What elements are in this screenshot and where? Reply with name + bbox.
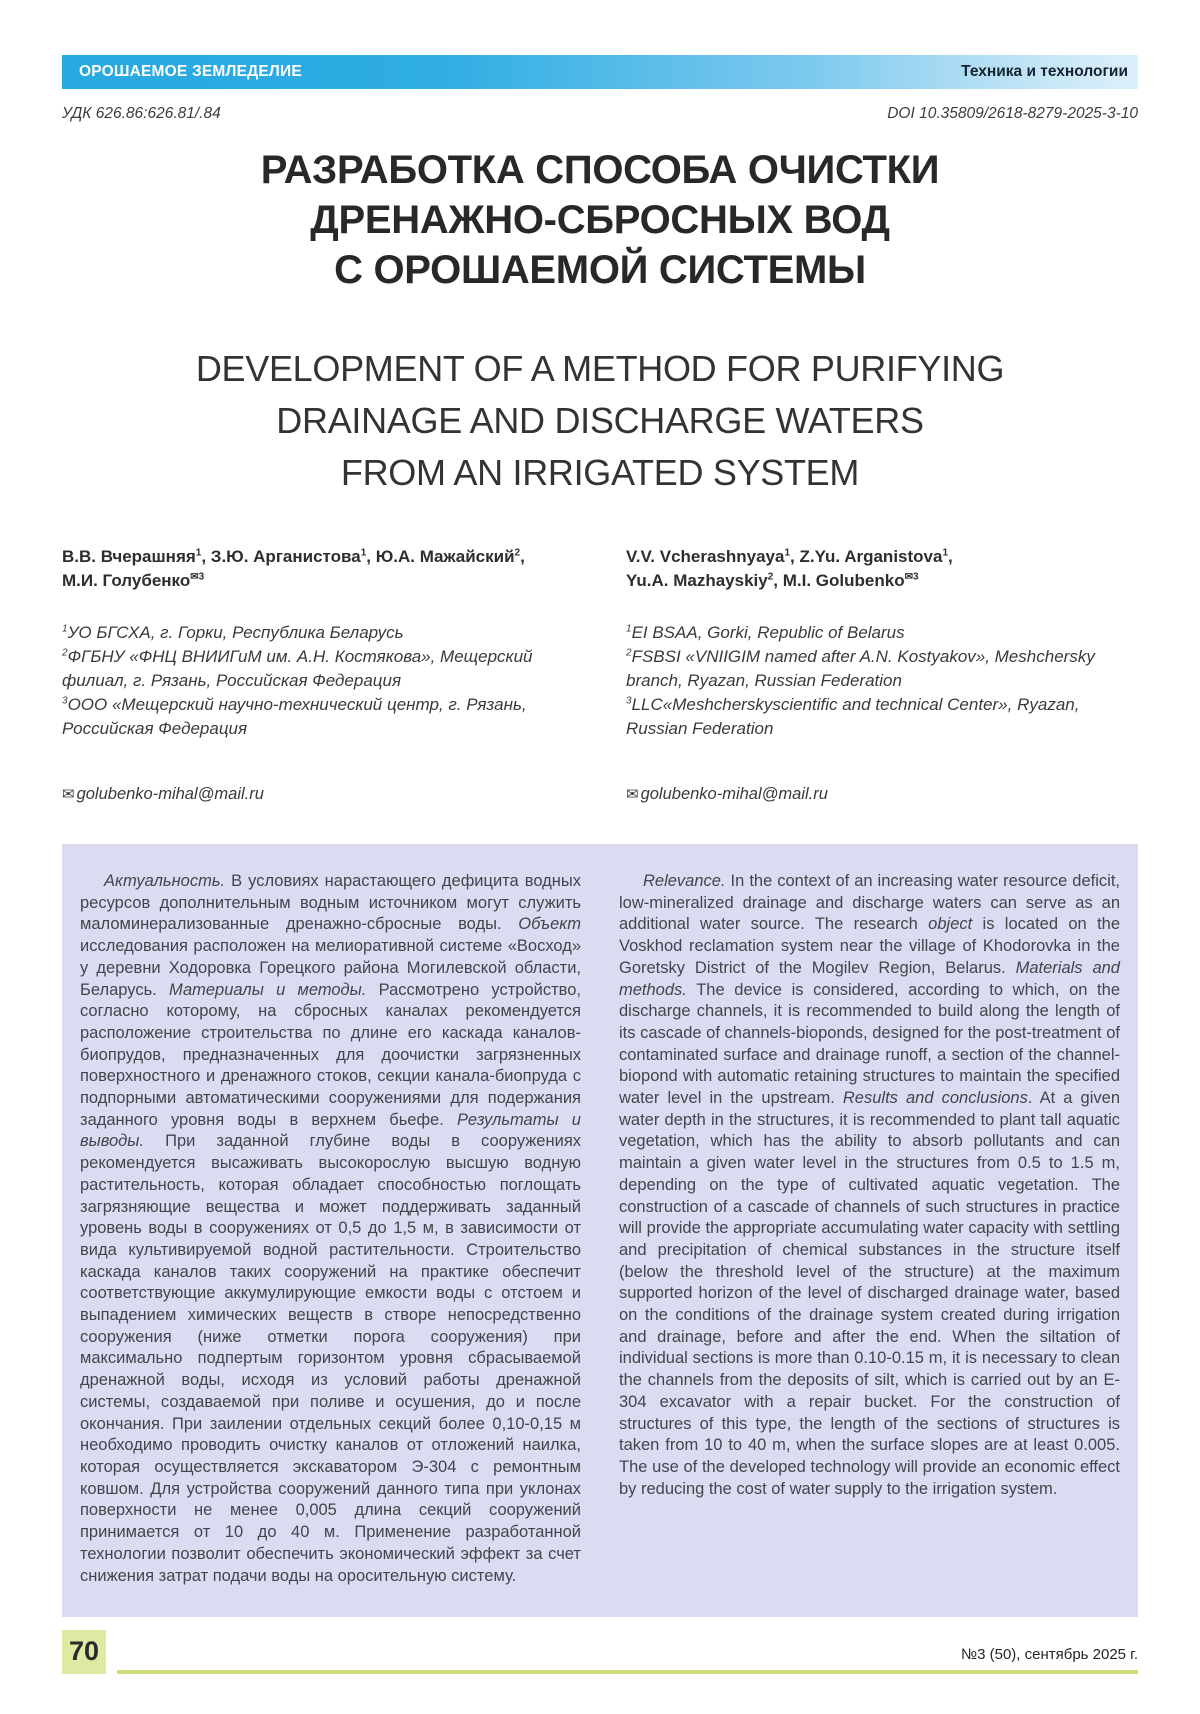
abstract-section [62,844,1138,1617]
page-footer [62,1630,1138,1674]
affiliation-sup: 2 [626,647,632,659]
article-title-ru: РАЗРАБОТКА СПОСОБА ОЧИСТКИ ДРЕНАЖНО-СБРОСНЫХ ВОД С ОРОШАЕМОЙ СИСТЕМЫ [260,148,940,292]
affiliation-text: FSBSI «VNIIGIM named after A.N. Kostyakov», Meshchersky branch, Ryazan, Russian Federation [626,647,1095,690]
affiliation-line [62,693,574,741]
issue-label: №3 (50), сентябрь 2025 г. [961,1646,1138,1664]
affiliation-sup: 2 [62,647,68,659]
affiliation-text: УО БГСХА, г. Горки, Республика Беларусь [67,623,404,642]
affiliation-line [62,621,574,645]
authors-names-en: V.V. Vcherashnyaya$^1$, Z.Yu. Arganistova$^1$, Yu.A. Mazhayskiy$^2$, M.I. Golubenko$^{✉3}$ [626,547,953,590]
page-number-badge: 70 [62,1630,106,1674]
affiliation-line [626,621,1138,645]
journal-rubric-label: Техника и технологии [961,63,1128,80]
email-address[interactable]: golubenko-mihal@mail.ru [76,785,264,803]
affiliation-text: ООО «Мещерский научно-технический центр, г. Рязань, Российская Федерация [62,695,527,738]
mail-icon: ✉ [62,786,75,803]
affiliations-ru [62,621,574,741]
abstract-ru: Актуальность. В условиях нарастающего дефицита водных ресурсов дополнительным водным источником могут служить маломинерализованные дренажно-сбросные воды. Объект исследования расположен на мелиоративной системе «Восход» у деревни Ходоровка Горецкого района Могилевской области, Беларусь. Материалы и методы. Рассмотрено устройство, согласно которому, на сбросных каналах рекомендуется расположение строительства по длине его каскада каналов-биопрудов, предназначенных для доочистки загрязненных поверхностного и дренажного стоков, секции канала-биопруда с подпорными автоматическими сооружениями для подержания заданного уровня воды в верхнем бьефе. Результаты и выводы. При заданной глубине воды в сооружениях рекомендуется высаживать высокорослую высшую водную растительность, которая обладает способностью поглощать загрязняющие вещества и может поддерживать заданный уровень воды в сооружениях от 0,5 до 1,5 м, в зависимости от вида культивируемой водной растительности. Строительство каскада каналов таких сооружений на практике обеспечит соответствующие аккумулирующие емкости воды с отстоем и выпадением химических веществ в створе непосредственно сооружения (ниже отметки порога сооружения) при максимально подпертым горизонтом уровня сбрасываемой дренажной воды, исходя из условий работы дренажной системы, создаваемой при поливе и осушения, до и после окончания. При заилении отдельных секций более 0,10-0,15 м необходимо проводить очистку каналов от отложений наилка, которая осуществляется экскаватором Э-304 с ремонтным ковшом. Для устройства сооружений данного типа при уклонах поверхности не менее 0,005 длина секций сооружений принимается от 10 до 40 м. Применение разработанной технологии позволит обеспечить экономический эффект за счет снижения затрат подачи воды на оросительную систему. [80,872,581,1585]
journal-section-label: ОРОШАЕМОЕ ЗЕМЛЕДЕЛИЕ [79,63,302,80]
udc-code: УДК 626.86:626.81/.84 [62,105,221,122]
mail-icon: ✉ [626,786,639,803]
affiliation-text: ФГБНУ «ФНЦ ВНИИГиМ им. А.Н. Костякова», Мещерский филиал, г. Рязань, Российская Федерация [62,647,533,690]
affiliation-sup: 3 [626,695,632,707]
affiliation-sup: 1 [626,623,632,635]
journal-header [62,55,1138,89]
meta-row [62,105,1138,123]
affiliation-text: LLC«Meshcherskyscientific and technical Center», Ryazan, Russian Federation [626,695,1080,738]
affiliations-en [626,621,1138,741]
email-address[interactable]: golubenko-mihal@mail.ru [640,785,828,803]
doi-code: DOI 10.35809/2618-8279-2025-3-10 [887,105,1138,122]
affiliation-line [62,645,574,693]
footer-rule [117,1646,1138,1674]
authors-section [62,545,1138,804]
affiliation-sup: 3 [62,695,68,707]
article-title-en: DEVELOPMENT OF A METHOD FOR PURIFYING DRAINAGE AND DISCHARGE WATERS FROM AN IRRIGATED SYSTEM [195,348,1005,493]
affiliation-text: EI BSAA, Gorki, Republic of Belarus [631,623,905,642]
authors-names-ru: В.В. Вчерашняя$^1$, З.Ю. Арганистова$^1$, Ю.А. Мажайский$^2$, М.И. Голубенко$^{✉3}$ [62,547,525,590]
email-en[interactable] [626,785,1138,804]
abstract-en: Relevance. In the context of an increasing water resource deficit, low-mineralized drainage and discharge waters can serve as an additional water source. The research object is located on the Voskhod reclamation system near the village of Khodorovka in the Goretsky District of the Mogilev Region, Belarus. Materials and methods. The device is considered, according to which, on the discharge channels, it is recommended to build along the length of its cascade of channels-bioponds, designed for the post-treatment of contaminated surface and drainage runoff, a section of the channel-biopond with automatic retaining structures to maintain the specified water level in the upstream. Results and conclusions. At a given water depth in the structures, it is recommended to plant tall aquatic vegetation, which has the ability to absorb pollutants and can maintain a given water level in the structures from 0.5 to 1.5 m, depending on the type of cultivated aquatic vegetation. The construction of a cascade of channels of such structures in practice will provide the appropriate accumulating water capacity with settling and precipitation of chemical substances in the structure itself (below the threshold level of the structure) at the maximum supported horizon of the level of discharged drainage water, based on the conditions of the drainage system created during irrigation and drainage, before and after the end. When the siltation of individual sections is more than 0.10-0.15 m, it is necessary to clean the channels from the deposits of silt, which is carried out by an E-304 excavator with a repair bucket. For the construction of structures of this type, the length of the sections of structures is taken from 10 to 40 m, when the surface slopes are at least 0.005. The use of the developed technology will provide an economic effect by reducing the cost of water supply to the irrigation system. [619,872,1121,1498]
affiliation-sup: 1 [62,623,68,635]
affiliation-line [626,693,1138,741]
email-ru[interactable] [62,785,574,804]
affiliation-line [626,645,1138,693]
